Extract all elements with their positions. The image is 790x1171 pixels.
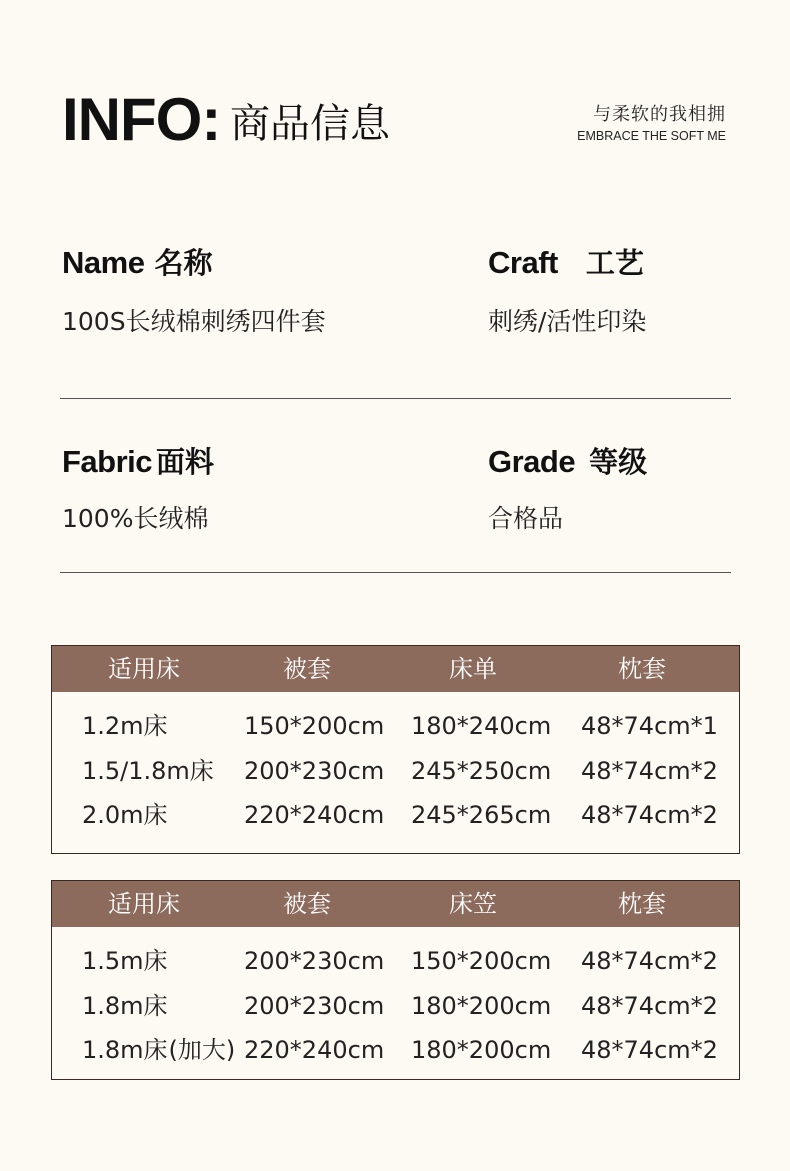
cell-fitted-sheet: 180*200cm [411, 991, 552, 1020]
cell-pillowcase [581, 704, 718, 748]
header-pillowcase: 枕套 [618, 655, 666, 683]
table-row [52, 749, 739, 794]
table-row [52, 939, 739, 984]
cell-fitted-sheet: 150*200cm [411, 947, 552, 975]
header-duvet-cover: 被套 [283, 890, 331, 918]
slogan [577, 104, 726, 144]
table-row [52, 793, 739, 838]
info-fabric-label [62, 443, 214, 486]
info-craft-label [488, 244, 646, 287]
info-name [62, 244, 326, 337]
cell-pillowcase: 48*74cm*2 [581, 801, 718, 829]
info-craft [488, 244, 646, 337]
pillowcase-size: 48*74cm [581, 712, 691, 740]
grade-label-cn: 等级 [589, 445, 648, 479]
grade-label-en: Grade [488, 444, 576, 479]
info-grade [488, 443, 647, 534]
cell-bed-size: 2.0m床 [82, 801, 168, 829]
table-row [52, 984, 739, 1029]
cell-bed-size: 1.5/1.8m床 [82, 756, 214, 785]
header-pillowcase: 枕套 [618, 890, 666, 918]
name-label-cn: 名称 [154, 246, 213, 280]
cell-duvet-cover: 220*240cm [244, 1036, 385, 1064]
cell-bed-sheet: 245*250cm [411, 756, 552, 785]
name-label-en: Name [62, 245, 145, 280]
table-row [52, 1028, 739, 1073]
cell-duvet-cover: 150*200cm [244, 712, 385, 740]
cell-pillowcase: 48*74cm*2 [581, 756, 718, 785]
fabric-label-cn: 面料 [156, 445, 215, 479]
slogan-en: EMBRACE THE SOFT ME [577, 129, 726, 143]
cell-bed-size: 1.2m床 [82, 712, 168, 740]
info-fabric [62, 443, 214, 534]
slogan-cn: 与柔软的我相拥 [593, 104, 726, 125]
grade-value: 合格品 [488, 504, 564, 533]
cell-bed-sheet: 180*240cm [411, 712, 552, 740]
title-en: INFO: [62, 86, 221, 153]
cell-pillowcase: 48*74cm*2 [581, 1036, 718, 1064]
header-duvet-cover: 被套 [283, 655, 331, 683]
info-grade-label [488, 443, 647, 486]
cell-duvet-cover: 220*240cm [244, 801, 385, 829]
header-bed-size: 适用床 [108, 890, 180, 918]
size-table-flat-sheet [51, 645, 740, 854]
header-bed-size: 适用床 [108, 655, 180, 683]
header-fitted-sheet: 床笠 [449, 890, 497, 918]
fabric-label-en: Fabric [62, 444, 153, 479]
fabric-value: 100%长绒棉 [62, 504, 209, 533]
page-header [62, 88, 730, 158]
cell-bed-size: 1.5m床 [82, 947, 168, 975]
divider-1 [60, 398, 731, 399]
table-row [52, 704, 739, 749]
bed-size-text: 1.8m床 [82, 1036, 168, 1064]
extra-large-note: (加大) [168, 1036, 236, 1064]
title-cn: 商品信息 [230, 101, 390, 147]
craft-value: 刺绣/活性印染 [488, 307, 647, 336]
table-header [52, 881, 739, 927]
info-name-label [62, 244, 326, 287]
cell-pillowcase: 48*74cm*2 [581, 991, 718, 1020]
size-table-fitted-sheet [51, 880, 740, 1080]
cell-pillowcase: 48*74cm*2 [581, 947, 718, 975]
cell-bed-sheet: 245*265cm [411, 801, 552, 829]
divider-2 [60, 572, 731, 573]
name-value: 100S长绒棉刺绣四件套 [62, 307, 326, 336]
cell-fitted-sheet: 180*200cm [411, 1036, 552, 1064]
craft-label-en: Craft [488, 245, 558, 280]
cell-duvet-cover: 200*230cm [244, 947, 385, 975]
cell-bed-size: 1.8m床 [82, 991, 168, 1020]
pillowcase-qty: *1 [690, 712, 718, 740]
header-bed-sheet: 床单 [449, 655, 497, 683]
cell-bed-size [82, 1028, 235, 1072]
cell-duvet-cover: 200*230cm [244, 991, 385, 1020]
craft-label-cn: 工艺 [585, 246, 644, 280]
cell-duvet-cover: 200*230cm [244, 756, 385, 785]
table-header [52, 646, 739, 692]
